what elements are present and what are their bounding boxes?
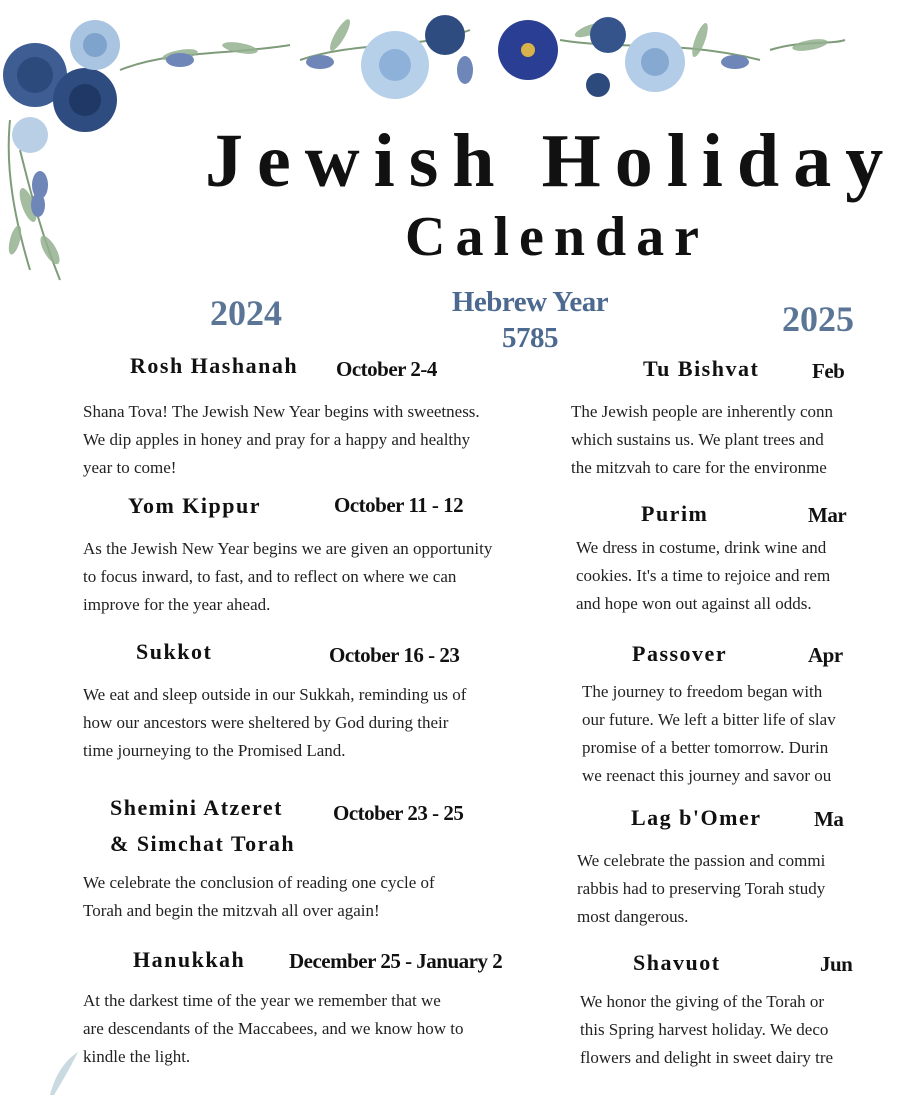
hebrew-year-number: 5785 bbox=[502, 322, 558, 354]
description-line: cookies. It's a time to rejoice and rem bbox=[576, 566, 831, 585]
leaf-icon bbox=[40, 1050, 80, 1095]
holiday-name: Yom Kippur bbox=[128, 493, 261, 518]
year-left: 2024 bbox=[210, 293, 282, 333]
year-right: 2025 bbox=[782, 299, 854, 339]
holiday-name: Tu Bishvat bbox=[643, 356, 760, 381]
holiday-description bbox=[576, 534, 830, 618]
description-line: time journeying to the Promised Land. bbox=[83, 741, 346, 760]
description-line: our future. We left a bitter life of slav bbox=[582, 710, 836, 729]
holiday-date: October 2-4 bbox=[336, 357, 437, 381]
description-line: to focus inward, to fast, and to reflect on where we can bbox=[83, 567, 457, 586]
holiday-date: Jun bbox=[820, 952, 853, 976]
description-line: how our ancestors were sheltered by God during their bbox=[83, 713, 449, 732]
title-line-1: Jewish Holiday bbox=[205, 119, 897, 203]
holiday-description bbox=[580, 988, 833, 1072]
description-line: and hope won out against all odds. bbox=[576, 594, 812, 613]
description-line: Shana Tova! The Jewish New Year begins with sweetness. bbox=[83, 402, 480, 421]
description-line: flowers and delight in sweet dairy tre bbox=[580, 1048, 834, 1067]
holiday-description bbox=[577, 847, 825, 931]
description-line: We honor the giving of the Torah or bbox=[580, 992, 825, 1011]
description-line: improve for the year ahead. bbox=[83, 595, 271, 614]
holiday-name: Purim bbox=[641, 501, 709, 526]
holiday-name: Rosh Hashanah bbox=[130, 353, 299, 378]
description-line: are descendants of the Maccabees, and we know how to bbox=[83, 1019, 464, 1038]
description-line: We eat and sleep outside in our Sukkah, reminding us of bbox=[83, 685, 467, 704]
description-line: As the Jewish New Year begins we are given an opportunity bbox=[83, 539, 493, 558]
holiday-description bbox=[582, 678, 836, 790]
description-line: this Spring harvest holiday. We deco bbox=[580, 1020, 829, 1039]
description-line: rabbis had to preserving Torah study bbox=[577, 879, 826, 898]
holiday-date: Feb bbox=[812, 359, 845, 383]
holiday-date: Mar bbox=[808, 503, 847, 527]
description-line: kindle the light. bbox=[83, 1047, 191, 1066]
holiday-date: October 16 - 23 bbox=[329, 643, 460, 667]
description-line: Torah and begin the mitzvah all over again! bbox=[83, 901, 380, 920]
holiday-name: Sukkot bbox=[136, 639, 213, 664]
description-line: We celebrate the conclusion of reading one cycle of bbox=[83, 873, 435, 892]
holiday-name: Lag b'Omer bbox=[631, 805, 762, 830]
description-line: most dangerous. bbox=[577, 907, 689, 926]
title-line-2: Calendar bbox=[405, 206, 709, 268]
description-line: We celebrate the passion and commi bbox=[577, 851, 826, 870]
description-line: At the darkest time of the year we remember that we bbox=[83, 991, 441, 1010]
description-line: year to come! bbox=[83, 458, 177, 477]
holiday-name: Shemini Atzeret bbox=[110, 795, 284, 820]
holiday-date: December 25 - January 2 bbox=[289, 949, 503, 973]
holiday-description bbox=[571, 398, 833, 482]
holiday-date: Ma bbox=[814, 807, 844, 831]
description-line: promise of a better tomorrow. Durin bbox=[582, 738, 829, 757]
description-line: which sustains us. We plant trees and bbox=[571, 430, 824, 449]
description-line: The journey to freedom began with bbox=[582, 682, 823, 701]
holiday-date: October 23 - 25 bbox=[333, 801, 464, 825]
description-line: We dip apples in honey and pray for a happy and healthy bbox=[83, 430, 471, 449]
holiday-name: Passover bbox=[632, 641, 728, 666]
description-line: The Jewish people are inherently conn bbox=[571, 402, 833, 421]
hebrew-year-label: Hebrew Year bbox=[451, 286, 609, 318]
description-line: the mitzvah to care for the environme bbox=[571, 458, 827, 477]
description-line: We dress in costume, drink wine and bbox=[576, 538, 827, 557]
holiday-date: Apr bbox=[808, 643, 843, 667]
holiday-name: Hanukkah bbox=[133, 947, 246, 972]
description-line: we reenact this journey and savor ou bbox=[582, 766, 832, 785]
holiday-date: October 11 - 12 bbox=[334, 493, 464, 517]
holiday-name-line-2: & Simchat Torah bbox=[110, 831, 296, 856]
holiday-name: Shavuot bbox=[633, 950, 721, 975]
